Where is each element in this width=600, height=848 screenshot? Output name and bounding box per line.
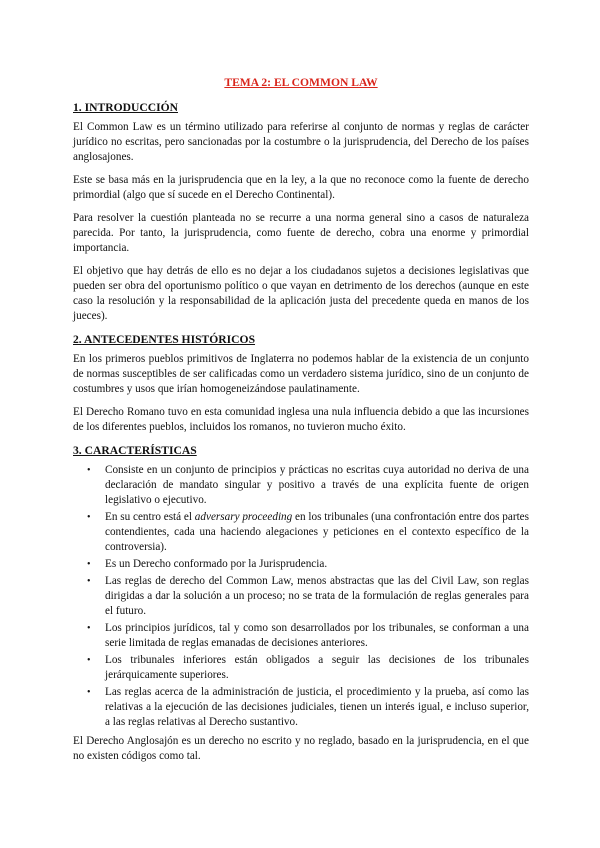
paragraph: El Derecho Romano tuvo en esta comunidad inglesa una nula influencia debido a que las incursiones de los diferentes pueblos, incluidos los romanos, no tuvieron mucho éxito. (73, 406, 529, 433)
document-title: TEMA 2: EL COMMON LAW (224, 76, 378, 89)
list-item: • En su centro está el adversary proceeding en los tribunales (una confrontación entre dos partes contendientes, cada una haciendo alegaciones y peticiones en el contexto específico de la controversia). (87, 511, 529, 553)
list-item: • Las reglas de derecho del Common Law, menos abstractas que las del Civil Law, son reglas dirigidas a dar la solución a un proceso; no se trata de la formulación de reglas generales para el futuro. (87, 575, 529, 617)
bullet-icon: • (87, 655, 91, 666)
paragraph: En los primeros pueblos primitivos de Inglaterra no podemos hablar de la existencia de un conjunto de normas susceptibles de ser calificadas como un verdadero sistema jurídico, sino de un conjunto de costumbres y usos que irían homogeneizándose paulatinamente. (73, 353, 529, 395)
characteristics-list (73, 463, 529, 730)
closing-paragraph: El Derecho Anglosajón es un derecho no escrito y no reglado, basado en la jurisprudencia, en el que no existen códigos como tal. (73, 735, 529, 762)
list-item: • Consiste en un conjunto de principios y prácticas no escritas cuya autoridad no deriva de una declaración de mandato singular y positivo a través de una explícita fuente de origen legislativo o ejecutivo. (87, 464, 529, 506)
bullet-icon: • (87, 465, 91, 476)
section-heading-caracteristicas: 3. CARACTERÍSTICAS (73, 444, 197, 457)
bullet-icon: • (87, 623, 91, 634)
paragraph: Este se basa más en la jurisprudencia que en la ley, a la que no reconoce como la fuente de derecho primordial (algo que sí sucede en el Derecho Continental). (73, 174, 529, 201)
paragraph: Para resolver la cuestión planteada no se recurre a una norma general sino a casos de naturaleza parecida. Por tanto, la jurisprudencia, como fuente de derecho, cobra una enorme y primordial importancia. (73, 212, 529, 254)
paragraph: El objetivo que hay detrás de ello es no dejar a los ciudadanos sujetos a decisiones legislativas que pueden ser obra del oportunismo político o que vayan en detrimento de los derechos (aunque en este caso la resolución y la responsabilidad de la aplicación justa del precedente queda en manos de los jueces). (73, 265, 529, 322)
bullet-icon: • (87, 576, 91, 587)
paragraph: El Common Law es un término utilizado para referirse al conjunto de normas y reglas de carácter jurídico no escritas, pero sancionadas por la costumbre o la jurisprudencia, del Derecho de los países anglosajones. (73, 121, 529, 163)
section-heading-antecedentes: 2. ANTECEDENTES HISTÓRICOS (73, 333, 256, 346)
emphasis-term: adversary proceeding (194, 511, 293, 523)
list-item: • Las reglas acerca de la administración de justicia, el procedimiento y la prueba, así como las relativas a la ejecución de las decisiones judiciales, tienen un interés igual, e incluso superior, a las reglas relativas al Derecho sustantivo. (87, 686, 529, 728)
list-item: • Los principios jurídicos, tal y como son desarrollados por los tribunales, se conforman a una serie limitada de reglas emanadas de decisiones anteriores. (87, 622, 529, 649)
list-item: • Los tribunales inferiores están obligados a seguir las decisiones de los tribunales jerárquicamente superiores. (87, 654, 529, 681)
list-item: • Es un Derecho conformado por la Jurisprudencia. (87, 558, 328, 570)
bullet-icon: • (87, 512, 91, 523)
section-heading-introduccion: 1. INTRODUCCIÓN (73, 101, 178, 114)
bullet-icon: • (87, 559, 91, 570)
bullet-icon: • (87, 687, 91, 698)
